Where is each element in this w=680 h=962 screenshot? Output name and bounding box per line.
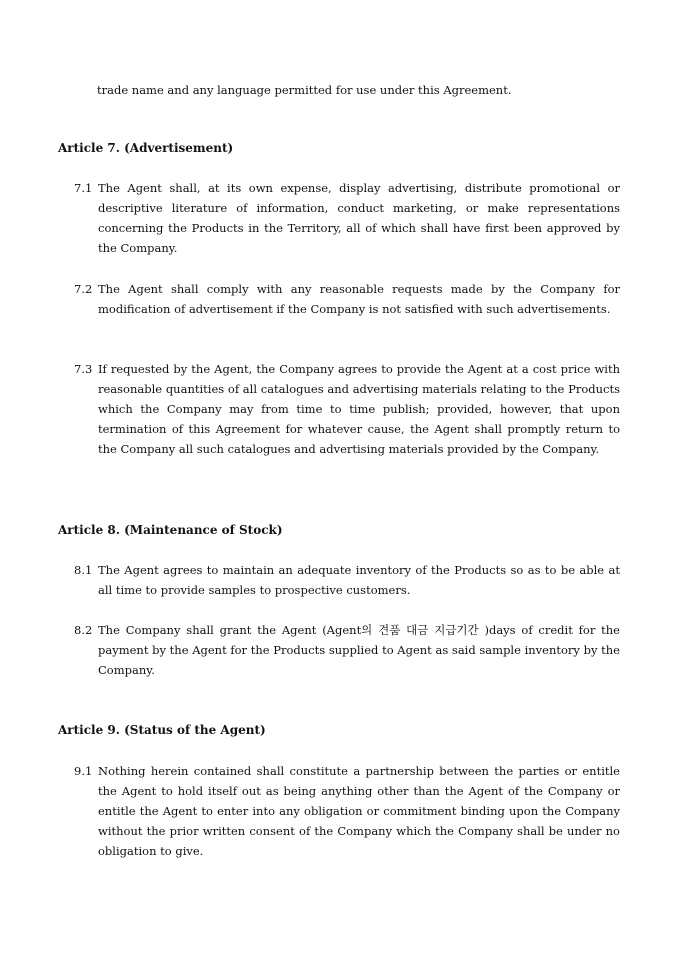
clause-number: 8.2 [74, 623, 93, 637]
clause-text: The Agent shall, at its own expense, display advertising, distribute promotional or descriptive literature of information, conduct marketing, or make representations concerning the Products in the Territory, all of which shall have first been approved by the Company. [98, 181, 620, 255]
clause-number: 7.2 [74, 282, 93, 296]
clause-number: 7.1 [74, 181, 93, 195]
clause-number: 7.3 [74, 362, 93, 376]
clause-7-2 [74, 279, 620, 319]
clause-7-1 [74, 178, 620, 258]
clause-text: The Company shall grant the Agent (Agent의 견품 대금 지급기간 )days of credit for the payment by the Agent for the Products supplied to Agent as said sample inventory by the Company. [98, 623, 620, 677]
article-7-heading: Article 7. (Advertisement) [58, 141, 234, 155]
continuation-text: trade name and any language permitted for use under this Agreement. [97, 83, 512, 97]
clause-text: The Agent shall comply with any reasonable requests made by the Company for modification of advertisement if the Company is not satisfied with such advertisements. [98, 282, 620, 316]
clause-9-1 [74, 761, 620, 861]
clause-8-1 [74, 560, 620, 600]
clause-7-3 [74, 359, 620, 459]
article-8-heading: Article 8. (Maintenance of Stock) [58, 523, 283, 537]
clause-text: Nothing herein contained shall constitute a partnership between the parties or entitle the Agent to hold itself out as being anything other than the Agent of the Company or entitle the Agent to enter into any obligation or commitment binding upon the Company without the prior written consent of the Company which the Company shall be under no obligation to give. [98, 764, 620, 858]
clause-text: The Agent agrees to maintain an adequate inventory of the Products so as to be able at all time to provide samples to prospective customers. [98, 563, 620, 597]
clause-number: 9.1 [74, 764, 93, 778]
article-9-heading: Article 9. (Status of the Agent) [58, 723, 266, 737]
clause-text: If requested by the Agent, the Company agrees to provide the Agent at a cost price with reasonable quantities of all catalogues and advertising materials relating to the Products which the Company may from time to time publish; provided, however, that upon termination of this Agreement for whatever cause, the Agent shall promptly return to the Company all such catalogues and advertising materials provided by the Company. [98, 362, 620, 456]
clause-number: 8.1 [74, 563, 93, 577]
clause-8-2 [74, 620, 620, 680]
